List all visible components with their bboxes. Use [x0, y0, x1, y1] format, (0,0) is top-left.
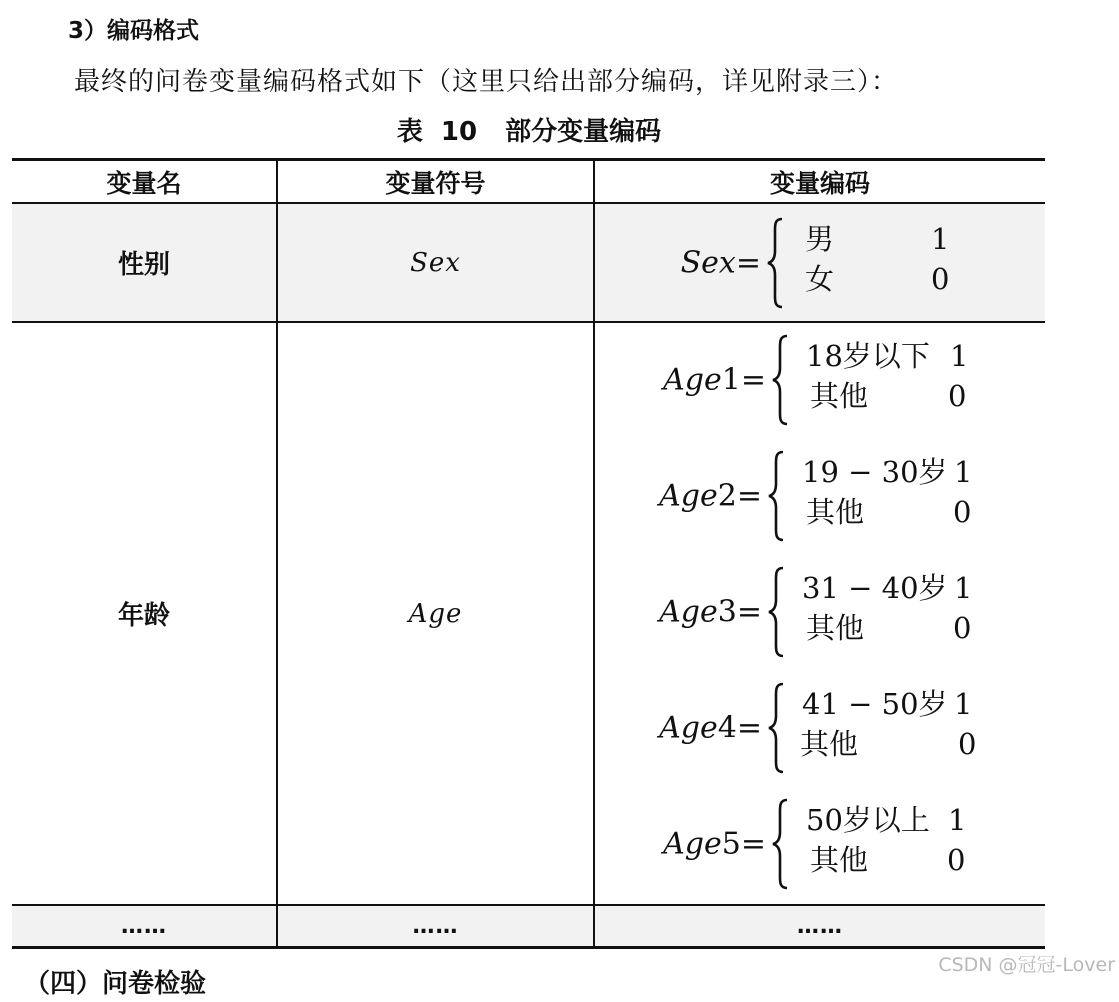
formula-lhs	[663, 363, 770, 398]
left-brace-icon	[766, 566, 786, 658]
case-value: 0	[953, 611, 972, 645]
formula-lhs	[659, 711, 766, 746]
left-brace-icon	[770, 798, 790, 890]
left-brace-icon	[765, 217, 785, 309]
formula-equals: =	[736, 710, 762, 746]
coding-formula	[659, 450, 976, 542]
case-value: 1	[954, 687, 973, 721]
ellipsis-cell: ……	[121, 913, 167, 939]
coding-formula	[680, 217, 965, 309]
case-label: 其他	[806, 611, 865, 645]
case-value: 0	[953, 495, 972, 529]
coding-formula	[659, 682, 981, 774]
case-value: 0	[931, 262, 950, 296]
formula-lhs	[663, 827, 770, 862]
formula-variable: Sex	[680, 245, 736, 281]
watermark: CSDN @冠冠-Lover	[938, 954, 1115, 976]
case-label: 19 − 30岁	[802, 455, 948, 489]
left-brace-icon	[766, 450, 786, 542]
caption-number: 10	[440, 117, 478, 147]
coding-formula	[659, 566, 976, 658]
case-value: 1	[954, 571, 973, 605]
table-bottom-rule	[12, 946, 1045, 949]
formula-lhs	[659, 595, 766, 630]
formula-index: 5	[721, 826, 741, 862]
case-value: 1	[948, 803, 967, 837]
case-label: 男	[805, 222, 835, 256]
caption-title: 部分变量编码	[505, 117, 662, 147]
variable-name-cell: 性别	[117, 250, 170, 280]
variable-symbol-cell: Age	[408, 598, 463, 629]
formula-variable: Age	[659, 710, 718, 746]
intro-paragraph: 最终的问卷变量编码格式如下（这里只给出部分编码，详见附录三）：	[74, 67, 899, 97]
formula-equals: =	[735, 245, 761, 281]
case-value: 1	[954, 455, 973, 489]
formula-index: 2	[717, 478, 737, 514]
case-value: 0	[948, 379, 967, 413]
ellipsis-cell: ……	[797, 913, 843, 939]
case-label: 50岁以上	[806, 803, 930, 837]
case-label: 31 − 40岁	[802, 571, 948, 605]
case-label: 其他	[806, 495, 865, 529]
formula-variable: Age	[659, 594, 718, 630]
left-brace-icon	[766, 682, 786, 774]
formula-variable: Age	[659, 478, 718, 514]
variable-symbol-cell: Sex	[410, 247, 461, 278]
next-section-heading: （四）问卷检验	[24, 969, 207, 999]
case-label: 女	[805, 262, 835, 296]
case-value: 0	[958, 727, 977, 761]
formula-index: 1	[721, 362, 741, 398]
caption-prefix: 表	[396, 117, 423, 147]
coding-formula	[663, 334, 970, 426]
case-label: 其他	[810, 843, 869, 877]
formula-equals: =	[740, 362, 766, 398]
formula-variable: Age	[663, 362, 722, 398]
column-divider	[593, 159, 595, 948]
case-label: 其他	[800, 727, 859, 761]
formula-index: 4	[717, 710, 737, 746]
case-label: 其他	[810, 379, 869, 413]
table-caption	[0, 114, 1058, 150]
formula-equals: =	[736, 478, 762, 514]
formula-equals: =	[740, 826, 766, 862]
case-label: 41 − 50岁	[802, 687, 948, 721]
case-value: 1	[950, 339, 969, 373]
formula-variable: Age	[663, 826, 722, 862]
header-variable-symbol: 变量符号	[385, 168, 486, 198]
case-label: 18岁以下	[806, 339, 930, 373]
formula-index: 3	[717, 594, 737, 630]
case-value: 1	[931, 222, 950, 256]
left-brace-icon	[770, 334, 790, 426]
header-variable-coding: 变量编码	[769, 168, 870, 198]
coding-formula	[663, 798, 970, 890]
variable-name-cell: 年龄	[117, 601, 170, 631]
case-value: 0	[947, 843, 966, 877]
ellipsis-cell: ……	[412, 913, 459, 939]
formula-lhs	[659, 479, 766, 514]
header-variable-name: 变量名	[106, 168, 182, 198]
section-heading: 3）编码格式	[68, 18, 200, 44]
formula-lhs	[681, 246, 765, 281]
formula-equals: =	[736, 594, 762, 630]
